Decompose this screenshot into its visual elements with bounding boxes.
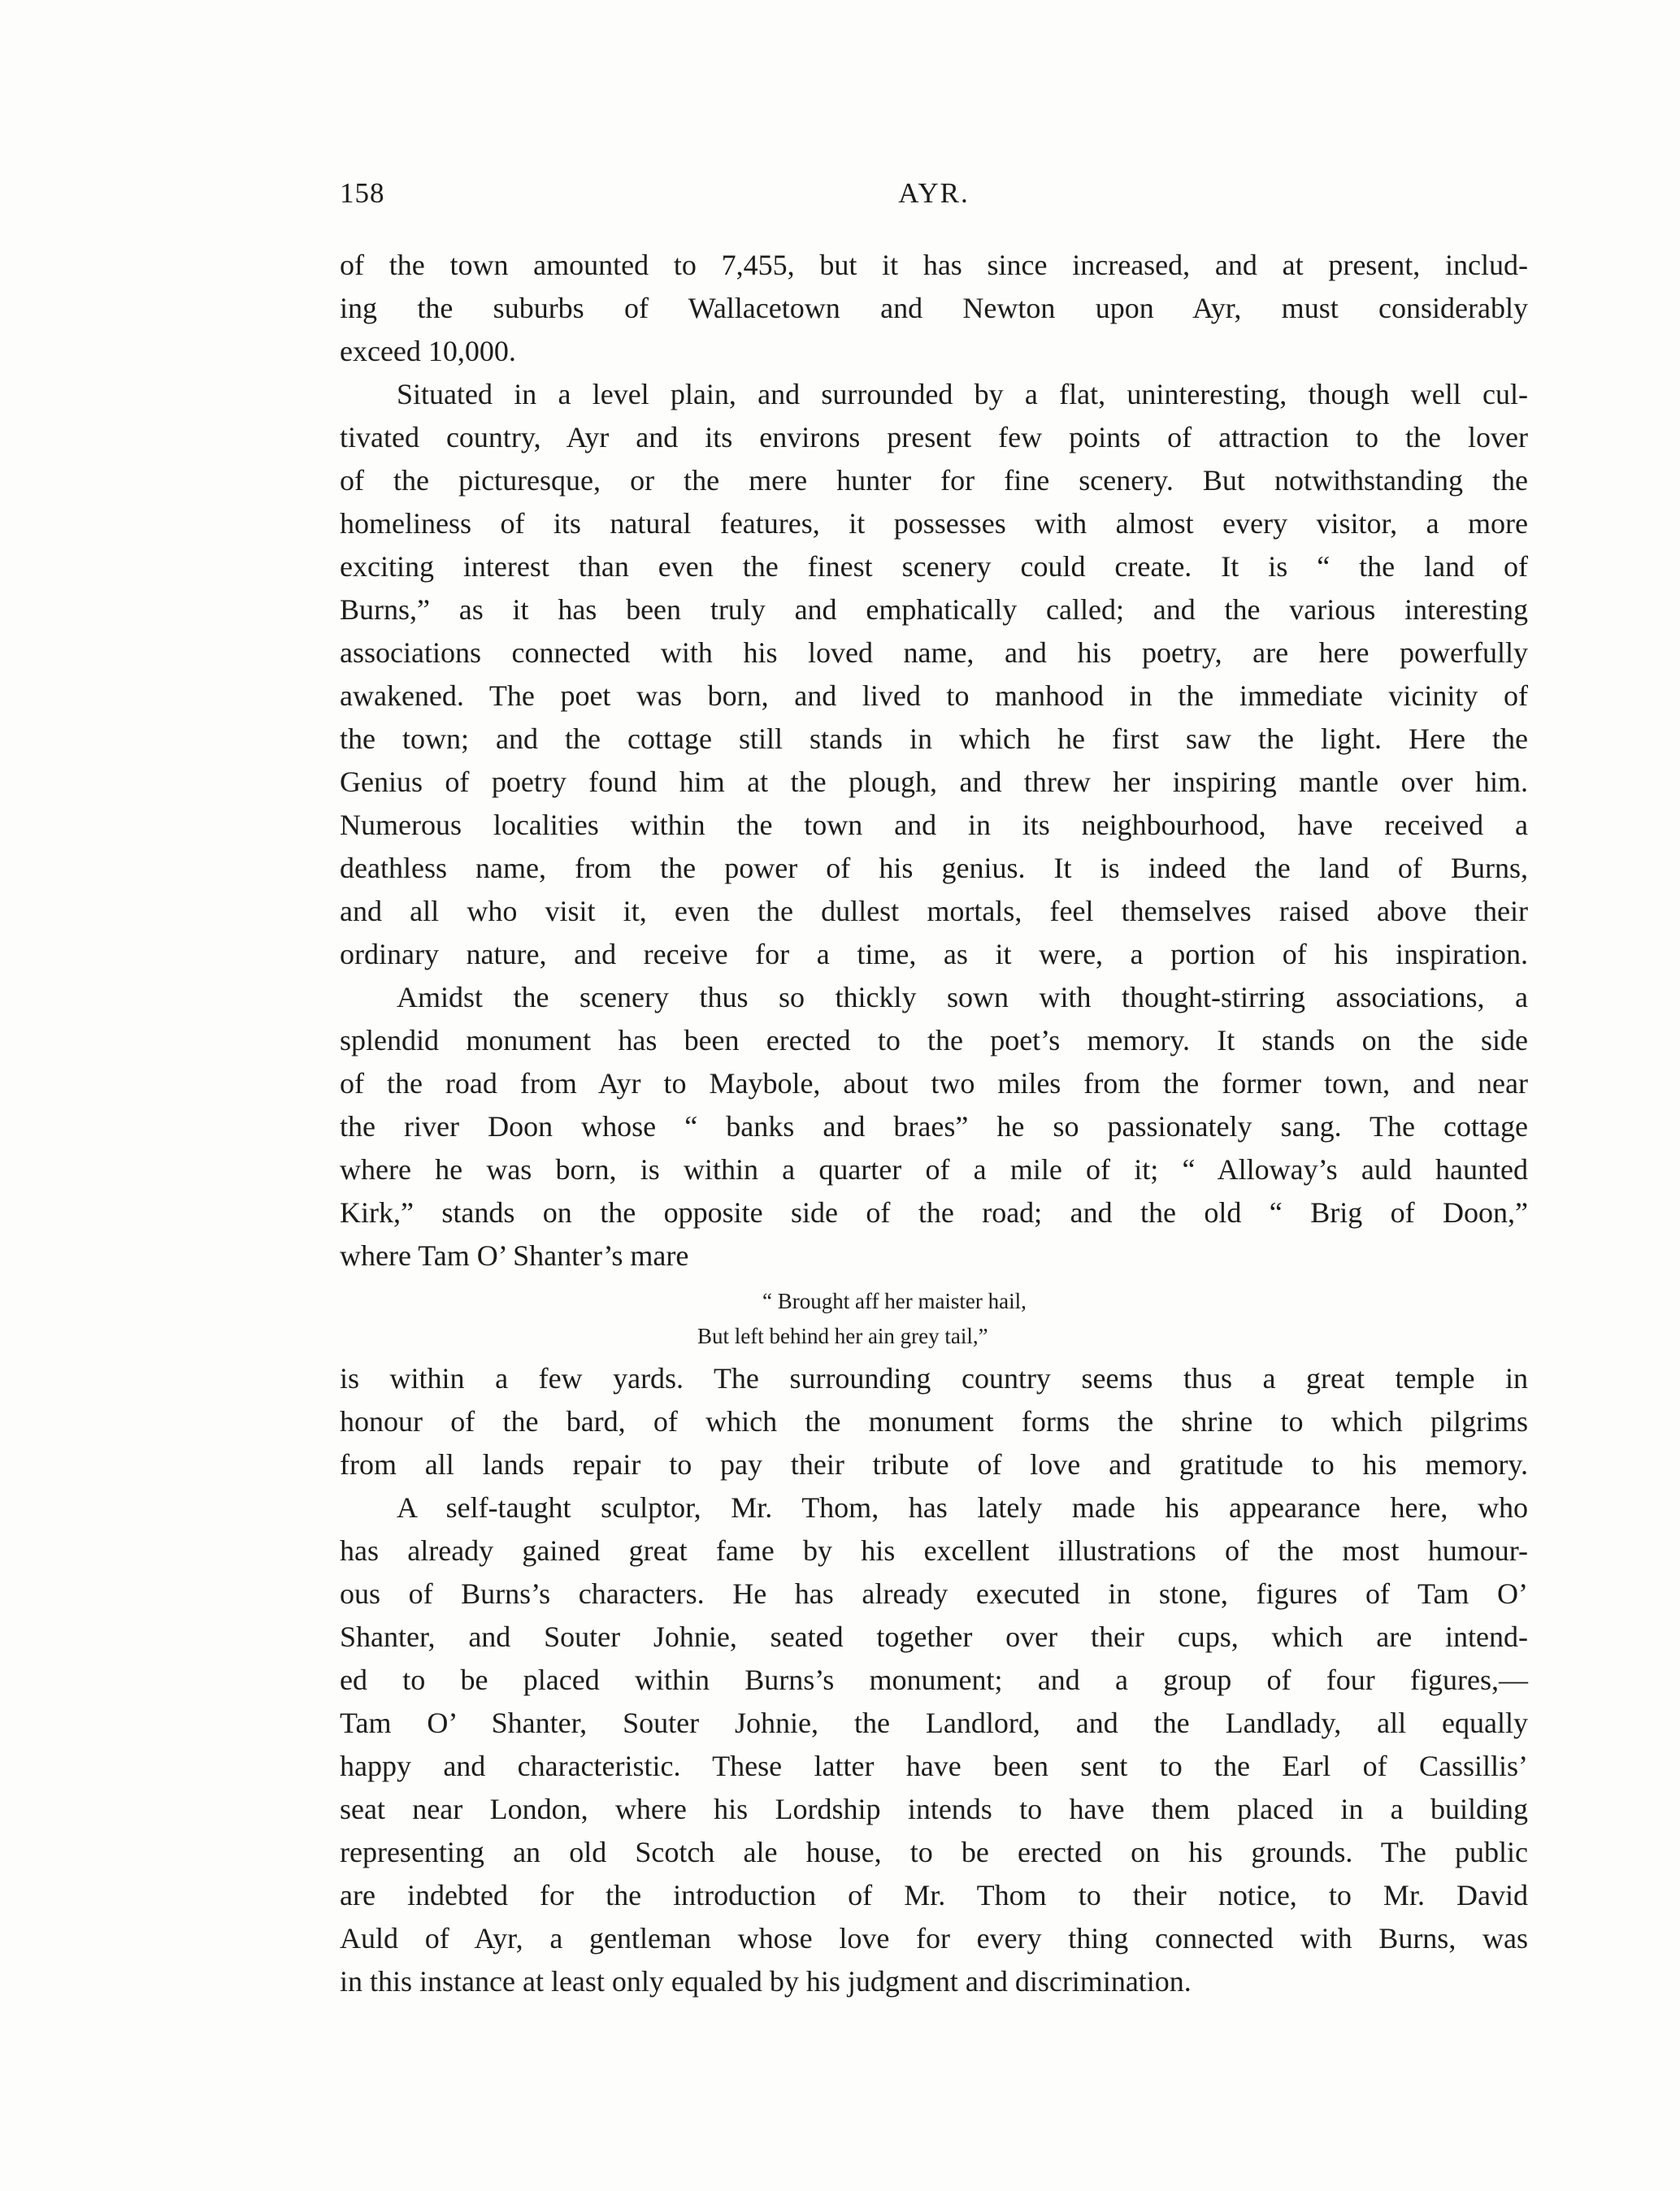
text-line: Situated in a level plain, and surrounded by a flat, uninteresting, though well cul- <box>397 378 1528 410</box>
text-line: honour of the bard, of which the monument forms the shrine to which pilgrims <box>340 1405 1528 1438</box>
verse-line: “ Brought aff her maister hail, <box>762 1289 1027 1313</box>
text-line: Shanter, and Souter Johnie, seated together over their cups, which are intend- <box>340 1620 1528 1653</box>
text-line: exceed 10,000. <box>340 335 516 367</box>
text-line: are indebted for the introduction of Mr. Thom to their notice, to Mr. David <box>340 1879 1528 1911</box>
text-line: and all who visit it, even the dullest mortals, feel themselves raised above their <box>340 895 1528 927</box>
text-line: deathless name, from the power of his genius. It is indeed the land of Burns, <box>340 852 1528 884</box>
text-line: has already gained great fame by his excellent illustrations of the most humour- <box>340 1534 1528 1567</box>
text-line: Genius of poetry found him at the plough, and threw her inspiring mantle over him. <box>340 766 1528 798</box>
text-line: Auld of Ayr, a gentleman whose love for every thing connected with Burns, was <box>340 1922 1528 1955</box>
text-line: Burns,” as it has been truly and emphatically called; and the various interesting <box>340 593 1528 626</box>
text-line: in this instance at least only equaled by his judgment and discrimination. <box>340 1965 1192 1998</box>
paragraph <box>340 244 1528 373</box>
text-line: of the picturesque, or the mere hunter for fine scenery. But notwithstanding the <box>340 464 1528 497</box>
text-line: exciting interest than even the finest scenery could create. It is “ the land of <box>340 550 1528 583</box>
paragraph <box>340 1486 1528 2003</box>
text-line: of the road from Ayr to Maybole, about two miles from the former town, and near <box>340 1067 1528 1100</box>
paragraph <box>340 1357 1528 1486</box>
text-line: ous of Burns’s characters. He has already executed in stone, figures of Tam O’ <box>340 1577 1528 1610</box>
text-line: the river Doon whose “ banks and braes” he so passionately sang. The cottage <box>340 1110 1528 1143</box>
text-line: the town; and the cottage still stands in which he first saw the light. Here the <box>340 722 1528 755</box>
running-head: AYR. <box>898 177 970 209</box>
text-line: of the town amounted to 7,455, but it has since increased, and at present, includ- <box>340 249 1528 281</box>
page-header <box>340 177 1528 226</box>
verse-line: But left behind her ain grey tail,” <box>697 1324 988 1348</box>
text-line: A self-taught sculptor, Mr. Thom, has lately made his appearance here, who <box>397 1491 1528 1524</box>
paragraph <box>340 976 1528 1278</box>
text-line: Numerous localities within the town and in its neighbourhood, have received a <box>340 809 1528 841</box>
text-line: awakened. The poet was born, and lived to manhood in the immediate vicinity of <box>340 679 1528 712</box>
text-line: homeliness of its natural features, it possesses with almost every visitor, a more <box>340 507 1528 540</box>
text-line: splendid monument has been erected to the poet’s memory. It stands on the side <box>340 1024 1528 1056</box>
text-line: happy and characteristic. These latter have been sent to the Earl of Cassillis’ <box>340 1750 1528 1782</box>
page-number: 158 <box>340 177 385 209</box>
text-line: representing an old Scotch ale house, to be erected on his grounds. The public <box>340 1836 1528 1868</box>
text-line: tivated country, Ayr and its environs present few points of attraction to the lover <box>340 421 1528 453</box>
text-line: seat near London, where his Lordship intends to have them placed in a building <box>340 1793 1528 1825</box>
text-line: Tam O’ Shanter, Souter Johnie, the Landlord, and the Landlady, all equally <box>340 1707 1528 1739</box>
text-line: where Tam O’ Shanter’s mare <box>340 1239 689 1272</box>
text-line: from all lands repair to pay their tribute of love and gratitude to his memory. <box>340 1448 1528 1481</box>
text-line: where he was born, is within a quarter of a mile of it; “ Alloway’s auld haunted <box>340 1153 1528 1186</box>
verse-quotation <box>340 1284 1528 1354</box>
paragraph <box>340 373 1528 976</box>
text-line: is within a few yards. The surrounding country seems thus a great temple in <box>340 1362 1528 1395</box>
page-body <box>340 244 1528 2003</box>
text-line: associations connected with his loved name, and his poetry, are here powerfully <box>340 636 1528 669</box>
text-line: ordinary nature, and receive for a time, as it were, a portion of his inspiration. <box>340 938 1528 970</box>
text-line: ing the suburbs of Wallacetown and Newton upon Ayr, must considerably <box>340 292 1528 324</box>
text-line: Amidst the scenery thus so thickly sown with thought-stirring associations, a <box>397 981 1528 1013</box>
text-line: ed to be placed within Burns’s monument; and a group of four figures,— <box>340 1664 1528 1696</box>
text-line: Kirk,” stands on the opposite side of the road; and the old “ Brig of Doon,” <box>340 1196 1528 1229</box>
